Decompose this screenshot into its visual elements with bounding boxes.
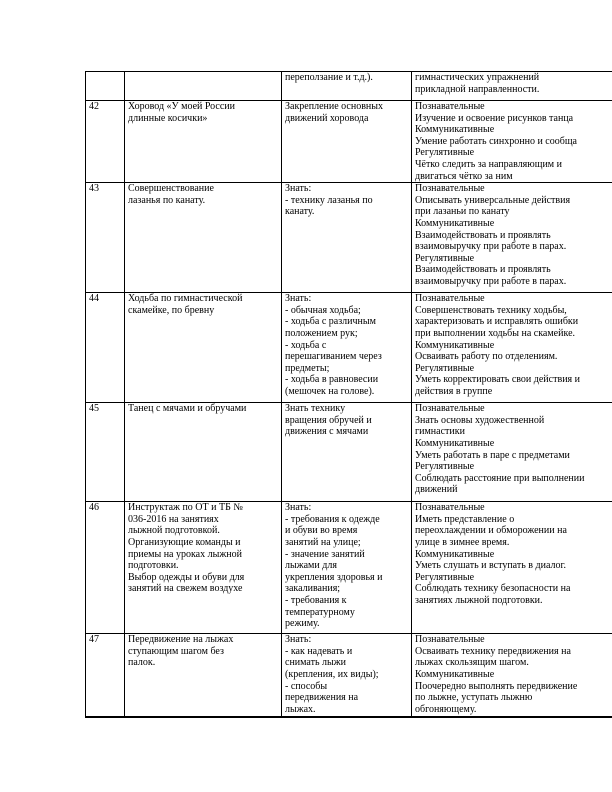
learning-activities-line: при лазаньи по канату xyxy=(415,206,510,218)
lesson-topic-cell xyxy=(125,101,282,183)
lesson-content-line: лыжах. xyxy=(285,703,316,715)
lesson-topic-cell xyxy=(125,502,282,634)
lesson-number: 44 xyxy=(89,293,99,305)
lesson-content-line: - ходьба с xyxy=(285,339,327,351)
learning-activities-line: характеризовать и исправлять ошибки xyxy=(415,316,579,328)
lesson-content-line: - ходьба с различным xyxy=(285,316,376,328)
lesson-topic-line: Танец с мячами и обручами xyxy=(128,403,247,415)
lesson-content-line: переползание и т.д.). xyxy=(285,72,373,83)
lesson-number-cell xyxy=(86,502,125,634)
lesson-plan-table xyxy=(85,71,612,718)
learning-activities-line: Познавательные xyxy=(415,634,485,646)
table-row xyxy=(86,101,612,183)
table-row xyxy=(86,403,612,502)
learning-activities-line: Описывать универсальные действия xyxy=(415,194,571,206)
lesson-content-line: положением рук; xyxy=(285,327,358,339)
learning-activities-line: Регулятивные xyxy=(415,147,475,159)
learning-activities-line: Взаимодействовать и проявлять xyxy=(415,229,551,241)
lesson-number: 46 xyxy=(89,502,99,514)
learning-activities-line: Знать основы художественной xyxy=(415,414,545,426)
learning-activities-line: обгоняющему. xyxy=(415,703,477,715)
lesson-content-line: движения с мячами xyxy=(285,426,369,438)
lesson-number-cell xyxy=(86,403,125,502)
lesson-topic-line: Организующие команды и xyxy=(128,536,241,548)
lesson-number-cell xyxy=(86,183,125,293)
lesson-topic-line: ступающим шагом без xyxy=(128,645,224,657)
lesson-topic-cell xyxy=(125,293,282,403)
learning-activities-line: Познавательные xyxy=(415,502,485,514)
lesson-topic-line: Совершенствование xyxy=(128,183,214,195)
lesson-content-line: температурному xyxy=(285,606,355,618)
learning-activities-line: прикладной направленности. xyxy=(415,83,540,95)
lesson-content-line: движений хоровода xyxy=(285,112,369,124)
lesson-content-line: режиму. xyxy=(285,618,320,630)
learning-activities-line: Соблюдать технику безопасности на xyxy=(415,583,571,595)
learning-activities-line: Познавательные xyxy=(415,101,485,112)
learning-activities-line: по лыжне, уступать лыжню xyxy=(415,692,533,704)
lesson-content-line: занятий на улице; xyxy=(285,536,361,548)
lesson-content-cell xyxy=(282,183,412,293)
lesson-content-line: (мешочек на голове). xyxy=(285,385,375,397)
learning-activities-line: Регулятивные xyxy=(415,362,475,374)
table-body xyxy=(86,72,612,717)
learning-activities-line: переохлаждении и обморожении на xyxy=(415,525,567,537)
lesson-content-line: - требования к xyxy=(285,594,347,606)
learning-activities-cell xyxy=(412,502,612,634)
learning-activities-line: Коммуникативные xyxy=(415,668,495,680)
learning-activities-line: Взаимодействовать и проявлять xyxy=(415,264,551,276)
lesson-topic-line: Инструктаж по ОТ и ТБ № xyxy=(128,502,243,514)
learning-activities-line: занятиях лыжной подготовки. xyxy=(415,594,543,606)
lesson-content-line: Знать технику xyxy=(285,403,346,415)
lesson-topic-line: палок. xyxy=(128,657,156,669)
learning-activities-line: Осваивать технику передвижения на xyxy=(415,645,571,657)
lesson-content-line: - значение занятий xyxy=(285,548,365,560)
learning-activities-line: улице в зимнее время. xyxy=(415,536,510,548)
learning-activities-line: Познавательные xyxy=(415,403,485,415)
learning-activities-line: Коммуникативные xyxy=(415,339,495,351)
learning-activities-line: Поочередно выполнять передвижение xyxy=(415,680,578,692)
learning-activities-line: Уметь слушать и вступать в диалог. xyxy=(415,560,566,572)
lesson-content-line: - ходьба в равновесии xyxy=(285,374,379,386)
learning-activities-line: гимнастических упражнений xyxy=(415,72,540,83)
lesson-topic-line: Хоровод «У моей России xyxy=(128,101,236,112)
learning-activities-line: Чётко следить за направляющим и xyxy=(415,158,562,170)
learning-activities-cell xyxy=(412,101,612,183)
lesson-content-line: - требования к одежде xyxy=(285,513,380,525)
lesson-number: 47 xyxy=(89,634,99,646)
lesson-content-line: Знать: xyxy=(285,183,312,195)
learning-activities-line: Познавательные xyxy=(415,293,485,305)
lesson-content-line: лыжами для xyxy=(285,560,337,572)
learning-activities-line: лыжах скользящим шагом. xyxy=(415,657,529,669)
learning-activities-line: Регулятивные xyxy=(415,252,475,264)
lesson-topic-line: лыжной подготовкой. xyxy=(128,525,220,537)
lesson-topic-cell xyxy=(125,72,282,101)
learning-activities-cell xyxy=(412,72,612,101)
lesson-topic-cell xyxy=(125,403,282,502)
lesson-content-line: Знать: xyxy=(285,634,312,646)
learning-activities-cell xyxy=(412,634,612,717)
lesson-topic-line: лазанья по канату. xyxy=(128,194,206,206)
lesson-topic-line: Ходьба по гимнастической xyxy=(128,293,243,305)
learning-activities-line: Коммуникативные xyxy=(415,437,495,449)
lesson-content-line: Знать: xyxy=(285,293,312,305)
lesson-content-line: - как надевать и xyxy=(285,645,353,657)
lesson-content-line: и обуви во время xyxy=(285,525,358,537)
learning-activities-line: взаимовыручку при работе в парах. xyxy=(415,241,567,253)
learning-activities-cell xyxy=(412,293,612,403)
learning-activities-line: Соблюдать расстояние при выполнении xyxy=(415,472,585,484)
learning-activities-line: при выполнении ходьбы на скамейке. xyxy=(415,327,576,339)
learning-activities-line: Коммуникативные xyxy=(415,124,495,136)
lesson-number-cell xyxy=(86,634,125,717)
lesson-topic-cell xyxy=(125,634,282,717)
lesson-topic-line: 036-2016 на занятиях xyxy=(128,513,219,525)
lesson-content-line: укрепления здоровья и xyxy=(285,571,383,583)
lesson-number: 43 xyxy=(89,183,99,195)
lesson-content-cell xyxy=(282,403,412,502)
lesson-content-cell xyxy=(282,101,412,183)
lesson-number-cell xyxy=(86,72,125,101)
learning-activities-line: Регулятивные xyxy=(415,461,475,473)
lesson-content-line: вращения обручей и xyxy=(285,414,372,426)
lesson-content-cell xyxy=(282,72,412,101)
lesson-content-line: перешагиванием через xyxy=(285,351,382,363)
learning-activities-line: Осваивать работу по отделениям. xyxy=(415,351,558,363)
lesson-topic-line: занятий на свежем воздухе xyxy=(128,583,243,595)
lesson-content-line: Знать: xyxy=(285,502,312,514)
table-row xyxy=(86,293,612,403)
learning-activities-line: гимнастики xyxy=(415,426,465,438)
lesson-topic-line: скамейке, по бревну xyxy=(128,304,215,316)
table-row xyxy=(86,183,612,293)
learning-activities-line: Умение работать синхронно и сообща xyxy=(415,135,577,147)
learning-activities-line: Иметь представление о xyxy=(415,513,515,525)
learning-activities-line: взаимовыручку при работе в парах. xyxy=(415,275,567,287)
lesson-content-line: закаливания; xyxy=(285,583,341,595)
learning-activities-cell xyxy=(412,183,612,293)
table-row xyxy=(86,502,612,634)
lesson-content-line: - способы xyxy=(285,680,328,692)
learning-activities-line: Регулятивные xyxy=(415,571,475,583)
learning-activities-line: Уметь корректировать свои действия и xyxy=(415,374,580,386)
lesson-topic-line: длинные косички» xyxy=(128,112,208,124)
lesson-content-line: предметы; xyxy=(285,362,330,374)
learning-activities-line: Совершенствовать технику ходьбы, xyxy=(415,304,567,316)
lesson-number: 42 xyxy=(89,101,99,112)
lesson-number: 45 xyxy=(89,403,99,415)
lesson-content-line: снимать лыжи xyxy=(285,657,346,669)
learning-activities-line: действия в группе xyxy=(415,385,493,397)
lesson-topic-line: приемы на уроках лыжной xyxy=(128,548,242,560)
lesson-content-line: передвижения на xyxy=(285,692,359,704)
lesson-content-cell xyxy=(282,502,412,634)
learning-activities-line: движений xyxy=(415,484,458,496)
table-row xyxy=(86,634,612,717)
learning-activities-line: Коммуникативные xyxy=(415,548,495,560)
lesson-content-line: - обычная ходьба; xyxy=(285,304,361,316)
lesson-content-cell xyxy=(282,293,412,403)
lesson-number-cell xyxy=(86,293,125,403)
lesson-content-line: - технику лазанья по xyxy=(285,194,373,206)
table-row xyxy=(86,72,612,101)
lesson-topic-line: Выбор одежды и обуви для xyxy=(128,571,245,583)
learning-activities-line: Уметь работать в паре с предметами xyxy=(415,449,570,461)
lesson-content-cell xyxy=(282,634,412,717)
lesson-topic-line: Передвижение на лыжах xyxy=(128,634,234,646)
lesson-content-line: канату. xyxy=(285,206,315,218)
lesson-topic-cell xyxy=(125,183,282,293)
lesson-topic-line: подготовки. xyxy=(128,560,179,572)
learning-activities-line: Познавательные xyxy=(415,183,485,195)
learning-activities-cell xyxy=(412,403,612,502)
lesson-content-line: Закрепление основных xyxy=(285,101,383,112)
learning-activities-line: Изучение и освоение рисунков танца xyxy=(415,112,574,124)
lesson-number-cell xyxy=(86,101,125,183)
lesson-content-line: (крепления, их виды); xyxy=(285,668,379,680)
learning-activities-line: Коммуникативные xyxy=(415,217,495,229)
learning-activities-line: двигаться чётко за ним xyxy=(415,170,513,182)
